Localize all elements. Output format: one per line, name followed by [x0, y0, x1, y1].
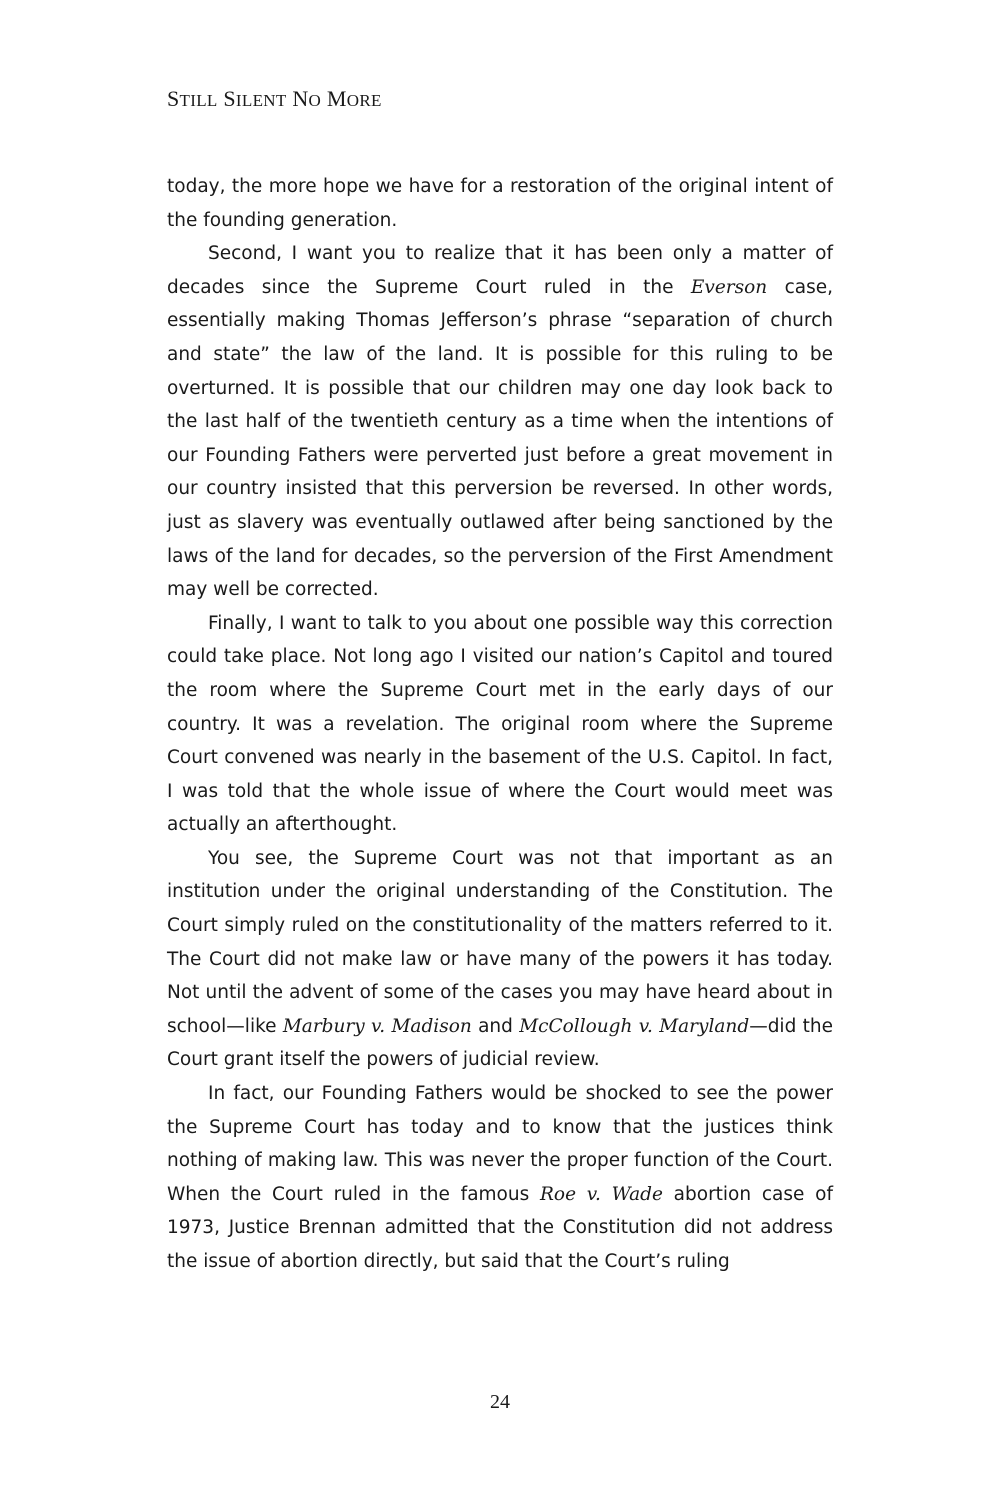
running-head-smallcaps: ILENT	[235, 91, 287, 110]
running-head	[167, 86, 382, 112]
paragraph-text: You see, the Supreme Court was not that important as an institution under the original understanding of the Constitution. The Court simply ruled on the constitutionality of the matters referred to it. The Court did not make law or have many of the powers it has today. Not until the advent of some of the cases you may have heard about in school—like	[167, 847, 833, 1037]
paragraph-roe	[167, 1077, 833, 1279]
case-name-everson: Everson	[690, 276, 768, 298]
case-name-mccollough: McCollough v. Maryland	[519, 1015, 750, 1037]
body-text	[167, 170, 833, 1279]
case-name-marbury: Marbury v. Madison	[282, 1015, 472, 1037]
running-head-smallcaps: TILL	[179, 91, 218, 110]
paragraph-text: and	[471, 1015, 520, 1037]
paragraph-text: In fact, our Founding Fathers would be shocked to see the power the Supreme Court has today and to know that the justices think nothing of making law. This was never the proper function of the Court. When the Court ruled in the famous	[167, 1083, 833, 1205]
paragraph-continuation	[167, 170, 833, 237]
paragraph-text: —did the Court grant itself the powers of judicial review.	[167, 1015, 833, 1071]
running-head-initial: N	[292, 86, 309, 111]
running-head-smallcaps: ORE	[346, 91, 382, 110]
paragraph-text: Finally, I want to talk to you about one possible way this correction could take place. Not long ago I visited our nation’s Capitol and toured the room where the Supreme Court met in the early days of our country. It was a revelation. The original room where the Supreme Court convened was nearly in the basement of the U.S. Capitol. In fact, I was told that the whole issue of where the Court would meet was actually an afterthought.	[167, 612, 833, 836]
page-number: 24	[490, 1391, 510, 1413]
case-name-roe: Roe v. Wade	[540, 1183, 663, 1205]
paragraph-text: abortion case of 1973, Justice Brennan admitted that the Constitution did not address the issue of abortion directly, but said that the Court’s ruling	[167, 1183, 833, 1272]
paragraph-text: case, essentially making Thomas Jefferson’s phrase “separation of church and state” the law of the land. It is possible for this ruling to be overturned. It is possible that our children may one day look back to the last half of the twentieth century as a time when the intentions of our Founding Fathers were perverted just before a great movement in our country insisted that this perversion be reversed. In other words, just as slavery was eventually outlawed after being sanctioned by the laws of the land for decades, so the perversion of the First Amendment may well be corrected.	[167, 276, 833, 601]
paragraph-text: Second, I want you to realize that it has been only a matter of decades since the Supreme Court ruled in the	[167, 243, 833, 298]
paragraph-court-role	[167, 842, 833, 1077]
running-head-initial: S	[167, 86, 180, 111]
running-head-initial: S	[223, 86, 236, 111]
paragraph-everson	[167, 237, 833, 607]
running-head-smallcaps: O	[308, 91, 322, 110]
running-head-initial: M	[326, 86, 347, 111]
paragraph-capitol	[167, 607, 833, 842]
paragraph-text: today, the more hope we have for a restoration of the original intent of the founding generation.	[167, 176, 833, 231]
